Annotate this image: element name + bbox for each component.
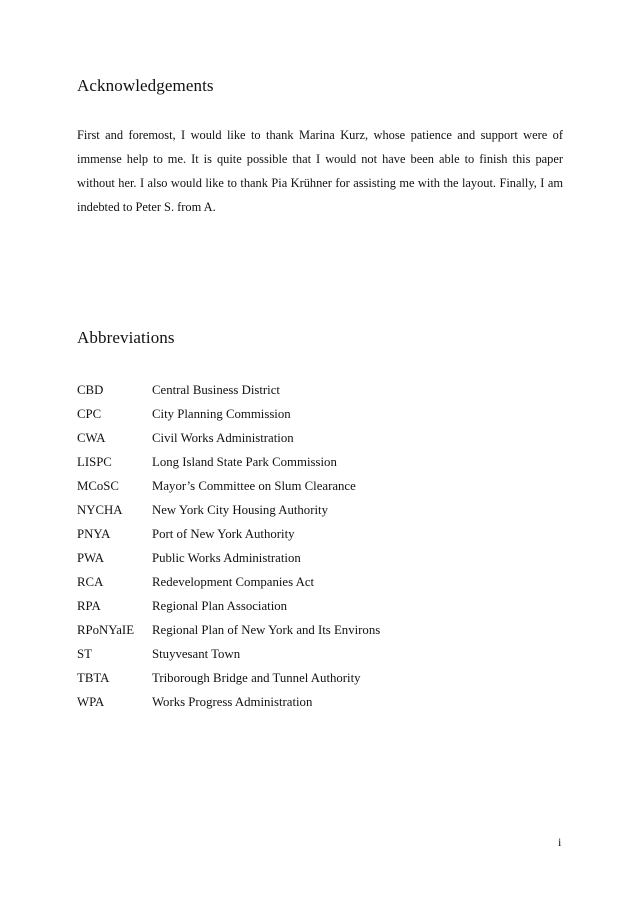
abbreviation-row: [77, 690, 563, 714]
abbreviation-code: RPA: [77, 599, 101, 613]
abbreviation-description: New York City Housing Authority: [152, 503, 328, 517]
abbreviation-description: Regional Plan of New York and Its Environs: [152, 623, 381, 637]
abbreviation-description: Stuyvesant Town: [152, 647, 241, 661]
abbreviation-row: [77, 522, 563, 546]
abbreviation-code: MCoSC: [77, 479, 119, 493]
acknowledgements-heading: Acknowledgements: [77, 76, 214, 95]
abbreviation-description: Central Business District: [152, 383, 280, 397]
abbreviation-row: [77, 402, 563, 426]
abbreviation-description: Triborough Bridge and Tunnel Authority: [152, 671, 361, 685]
abbreviation-description: Works Progress Administration: [152, 695, 313, 709]
abbreviation-row: [77, 570, 563, 594]
abbreviation-row: [77, 378, 563, 402]
abbreviation-row: [77, 546, 563, 570]
abbreviation-row: [77, 642, 563, 666]
abbreviation-description: Long Island State Park Commission: [152, 455, 337, 469]
abbreviation-code: LISPC: [77, 455, 112, 469]
abbreviation-code: NYCHA: [77, 503, 123, 517]
abbreviation-description: Mayor’s Committee on Slum Clearance: [152, 479, 356, 493]
abbreviation-code: CBD: [77, 383, 104, 397]
page-number: i: [558, 835, 562, 849]
abbreviation-description: Port of New York Authority: [152, 527, 295, 541]
abbreviation-row: [77, 594, 563, 618]
abbreviation-code: RCA: [77, 575, 104, 589]
abbreviation-description: Regional Plan Association: [152, 599, 288, 613]
abbreviations-heading: Abbreviations: [77, 328, 175, 347]
abbreviations-list: [77, 378, 563, 714]
abbreviation-code: CPC: [77, 407, 102, 421]
abbreviation-row: [77, 498, 563, 522]
abbreviation-code: WPA: [77, 695, 105, 709]
abbreviation-row: [77, 474, 563, 498]
abbreviation-row: [77, 426, 563, 450]
acknowledgements-text: First and foremost, I would like to thank Marina Kurz, whose patience and support were of immense help to me. It is quite possible that I would not have been able to finish this paper without her. I also would like to thank Pia Krühner for assisting me with the layout. Finally, I am indebted to Peter S. from A.: [77, 128, 563, 214]
abbreviation-description: Public Works Administration: [152, 551, 301, 565]
abbreviation-code: TBTA: [77, 671, 110, 685]
abbreviation-description: Redevelopment Companies Act: [152, 575, 315, 589]
abbreviation-code: PWA: [77, 551, 105, 565]
abbreviation-row: [77, 618, 563, 642]
abbreviation-code: PNYA: [77, 527, 111, 541]
abbreviation-code: RPoNYaIE: [77, 623, 135, 637]
abbreviation-row: [77, 450, 563, 474]
abbreviation-description: City Planning Commission: [152, 407, 291, 421]
abbreviation-description: Civil Works Administration: [152, 431, 294, 445]
abbreviation-code: CWA: [77, 431, 106, 445]
abbreviation-code: ST: [77, 647, 92, 661]
abbreviation-row: [77, 666, 563, 690]
